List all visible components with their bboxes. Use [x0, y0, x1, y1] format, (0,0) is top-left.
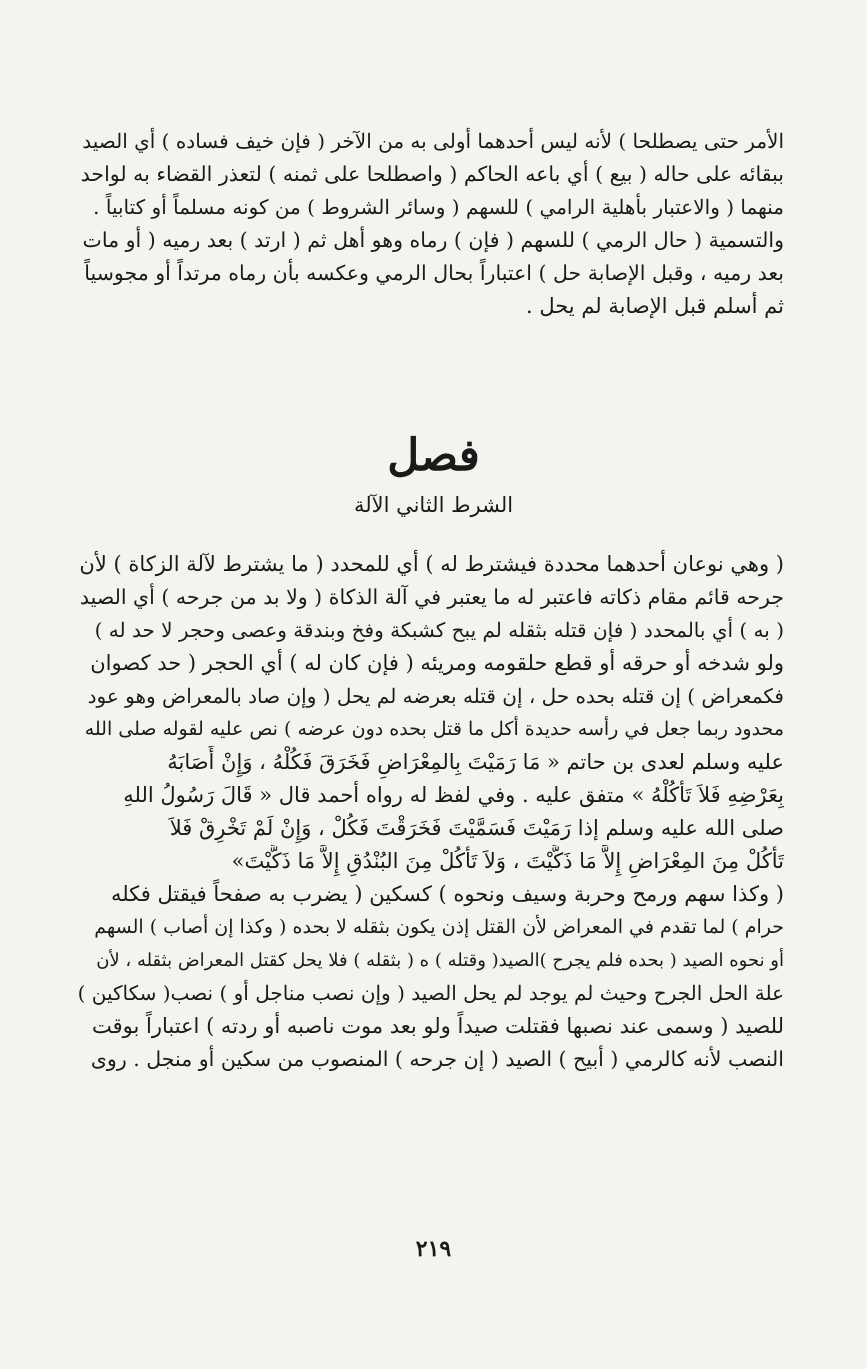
- text-line: ولو شدخه أو حرقه أو قطع حلقومه ومريئه ( فإن كان له ) أي الحجر ( حد كصوان: [90, 651, 784, 675]
- text-line: الأمر حتى يصطلحا ) لأنه ليس أحدهما أولى به من الآخر ( فإن خيف فساده ) أي الصيد: [82, 129, 784, 153]
- text-line: ببقائه على حاله ( بيع ) أي باعه الحاكم ( واصطلحا على ثمنه ) لتعذر القضاء به لواحد: [80, 162, 784, 186]
- text-line: بِعَرْضِهِ فَلاَ تَأْكُلْهُ » متفق عليه . وفي لفظ له رواه أحمد قال « قَالَ رَسُولُ اللهِ: [123, 783, 784, 807]
- text-line: بعد رميه ، وقبل الإصابة حل ) اعتباراً بحال الرمي وعكسه بأن رماه مرتداً أو مجوسياً: [84, 261, 784, 285]
- text-line: صلى الله عليه وسلم إذا رَمَيْتَ فَسَمَّيْتَ فَخَرَقْتَ فَكُلْ ، وَإِنْ لَمْ تَخْرِقْ فَلاَ: [169, 816, 784, 840]
- text-line: جرحه قائم مقام ذكاته فاعتبر له ما يعتبر في آلة الذكاة ( ولا بد من جرحه ) أي الصيد: [79, 585, 784, 609]
- main-paragraph: [78, 548, 784, 1076]
- text-line: فكمعراض ) إن قتله بحده حل ، إن قتله بعرضه لم يحل ( وإن صاد بالمعراض وهو عود: [87, 684, 784, 708]
- text-line: ثم أسلم قبل الإصابة لم يحل .: [525, 294, 784, 318]
- text-line: ( وهي نوعان أحدهما محددة فيشترط له ) أي للمحدد ( ما يشترط لآلة الزكاة ) لأن: [79, 552, 784, 576]
- text-line: ( به ) أي بالمحدد ( فإن قتله بثقله لم يبح كشبكة وفخ وبندقة وعصى وحجر لا حد له ): [94, 618, 784, 642]
- text-line: محدود ربما جعل في رأسه حديدة أكل ما قتل بحده دون عرضه ) نص عليه لقوله صلى الله: [84, 718, 784, 740]
- text-line: منهما ( والاعتبار بأهلية الرامي ) للسهم ( وسائر الشروط ) من كونه مسلماً أو كتابياً .: [93, 195, 784, 219]
- text-line: حرام ) لما تقدم في المعراض لأن القتل إذن يكون بثقله لا بحده ( وكذا إن أصاب ) السهم: [94, 916, 784, 938]
- text-line: تَأْكُلْ مِنَ المِعْرَاضِ إِلاَّ مَا ذَكَّيْتَ ، وَلاَ تَأْكُلْ مِنَ البُنْدُقِ إِلاَّ مَا ذَكَّيْتَ»: [231, 849, 784, 873]
- section-heading: فصل: [387, 430, 480, 481]
- text-line: أو نحوه الصيد ( بحده فلم يجرح )الصيد( وقتله ) ه ( بثقله ) فلا يحل كقتل المعراض بثقله ، لأن: [96, 950, 784, 971]
- text-line: ( وكذا سهم ورمح وحربة وسيف ونحوه ) كسكين ( يضرب به صفحاً فيقتل فكله: [110, 882, 784, 906]
- text-line: عليه وسلم لعدى بن حاتم « مَا رَمَيْتَ بِالمِعْرَاضِ فَخَرَقَ فَكُلْهُ ، وَإِنْ أَصَابَهُ: [167, 750, 784, 774]
- text-line: للصيد ( وسمى عند نصبها فقتلت صيداً ولو بعد موت ناصبه أو ردته ) اعتباراً بوقت: [91, 1014, 784, 1038]
- top-paragraph: [78, 125, 784, 323]
- text-line: والتسمية ( حال الرمي ) للسهم ( فإن ) رماه وهو أهل ثم ( ارتد ) بعد رميه ( أو مات: [82, 228, 784, 252]
- text-line: علة الحل الجرح وحيث لم يوجد لم يحل الصيد ( وإن نصب مناجل أو ) نصب( سكاكين ): [78, 981, 784, 1005]
- page-number: ٢١٩: [415, 1236, 452, 1262]
- text-line: النصب لأنه كالرمي ( أبيح ) الصيد ( إن جرحه ) المنصوب من سكين أو منجل . روى: [90, 1047, 784, 1071]
- section-subheading: الشرط الثاني الآلة: [353, 493, 514, 517]
